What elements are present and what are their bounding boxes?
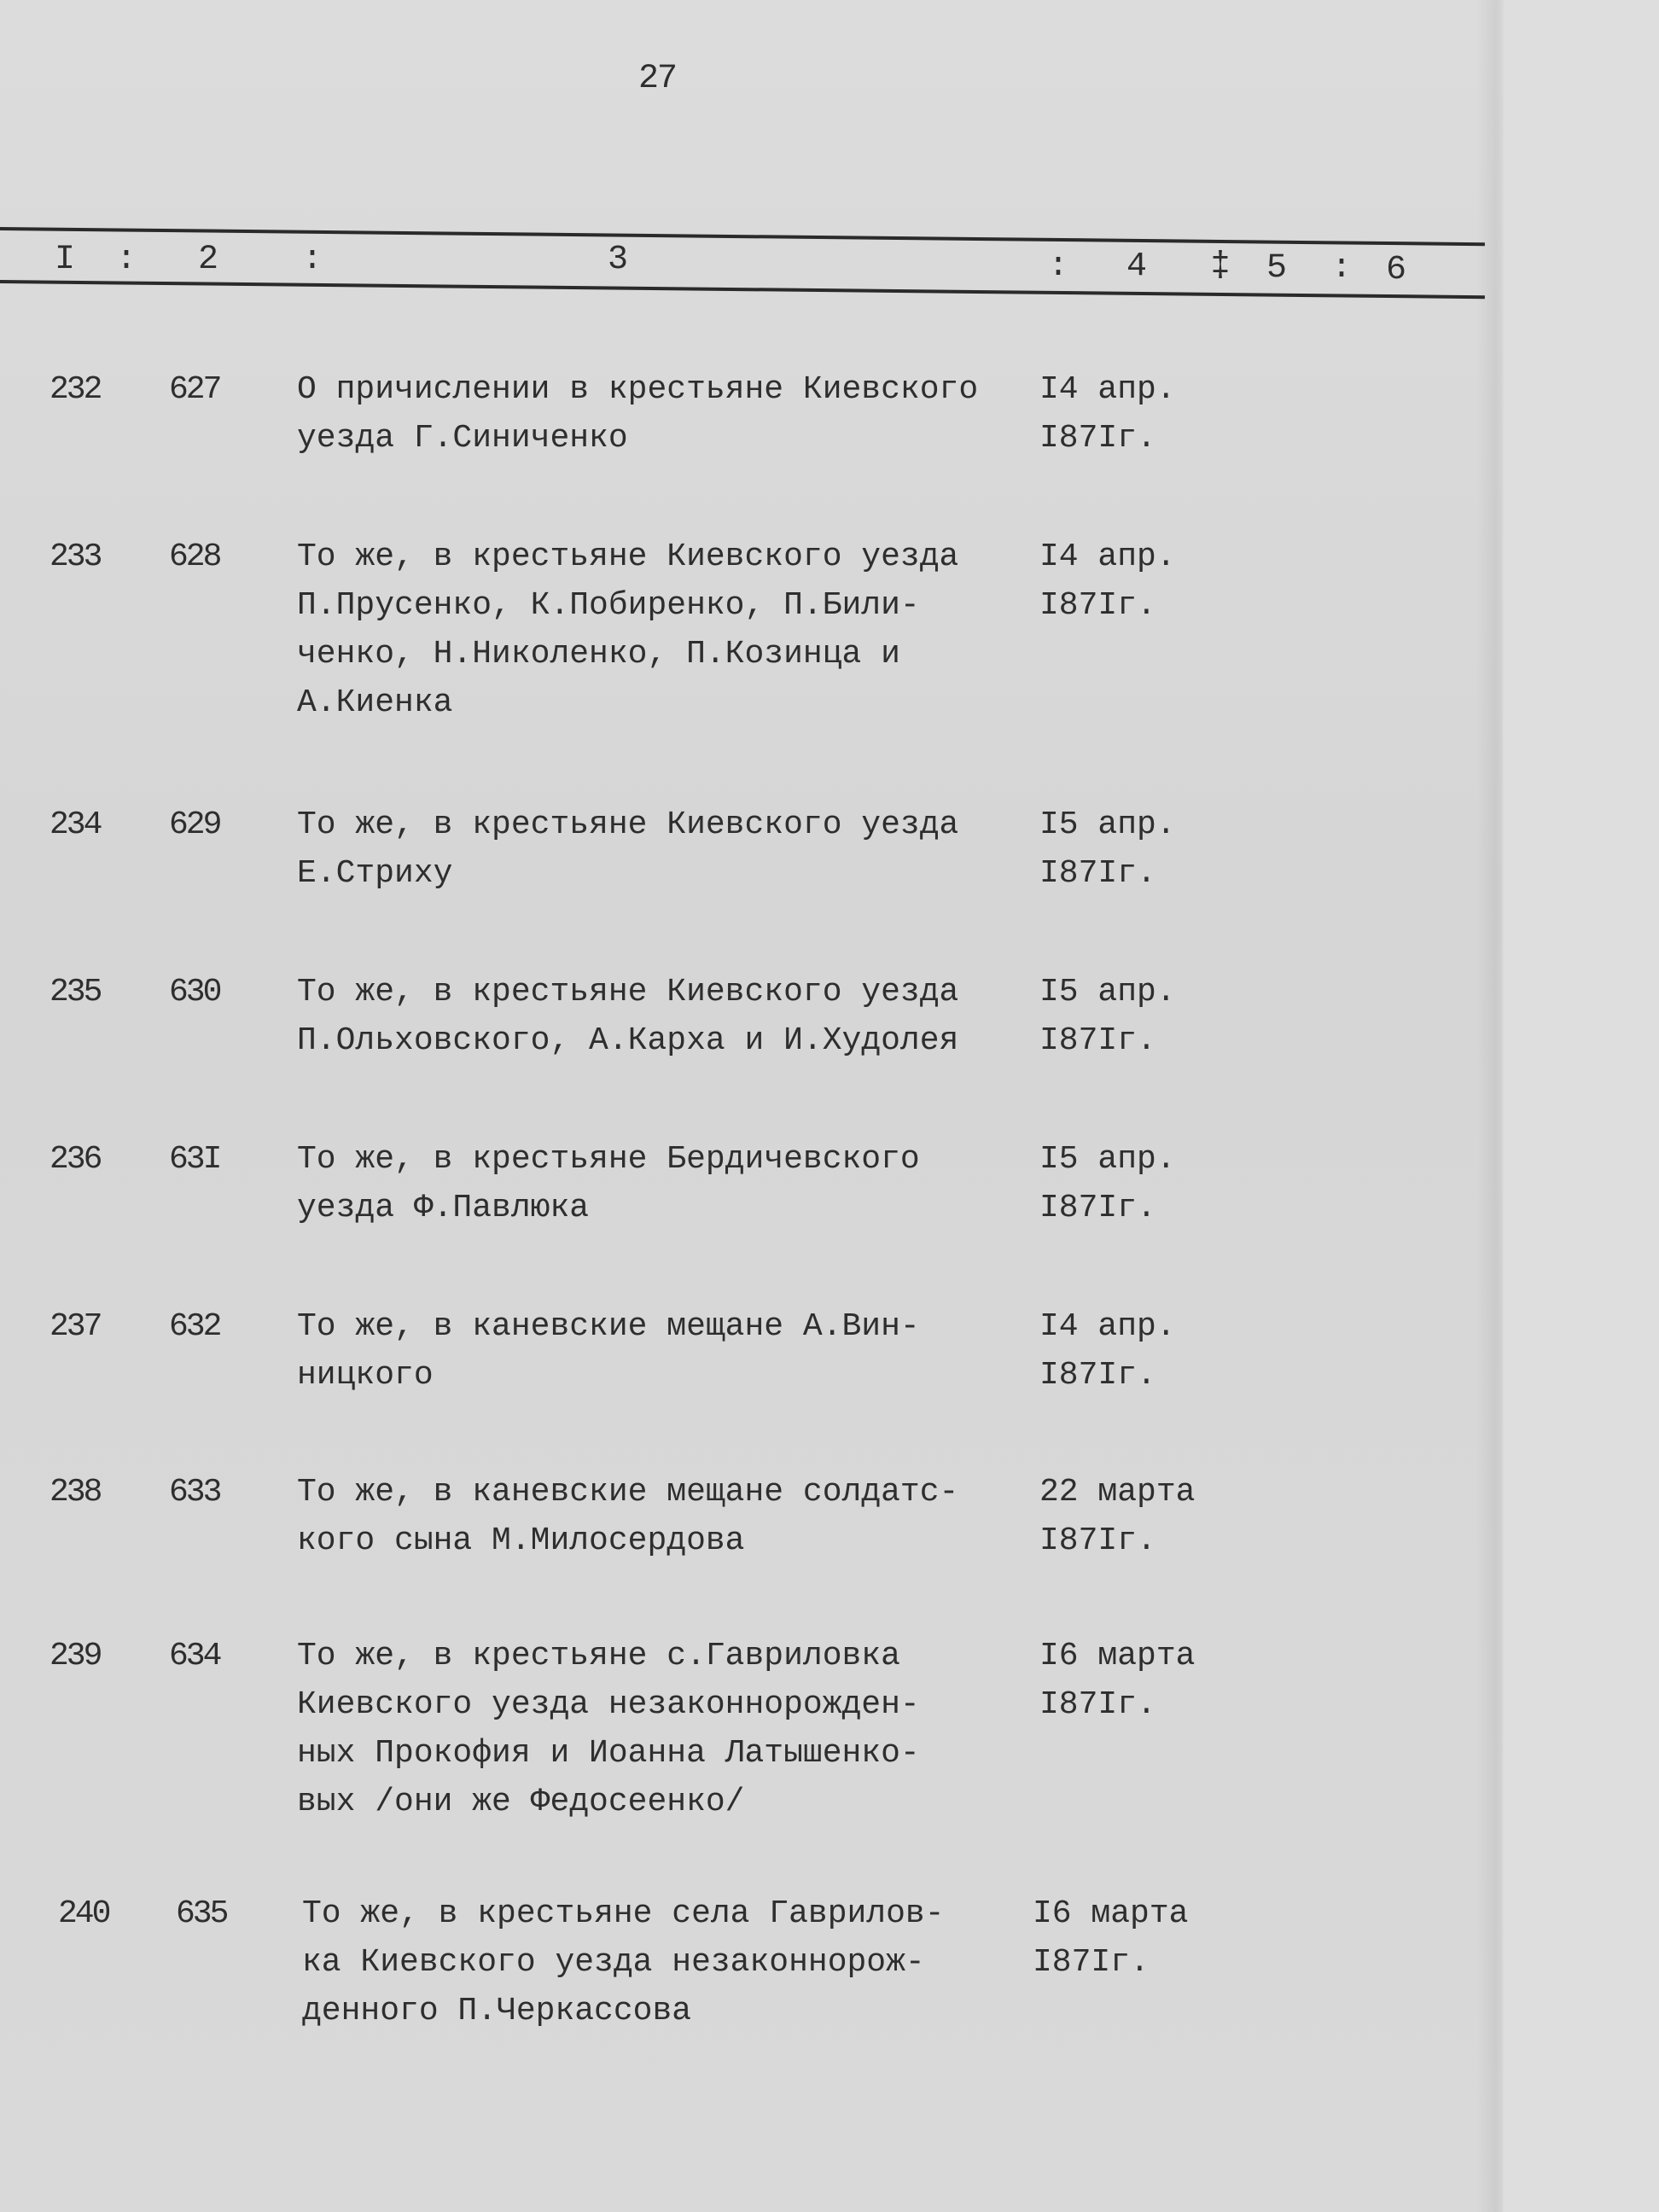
case-description: То же, в крестьяне Киевского уезда П.Прусенко, К.Побиренко, П.Били- ченко, Н.Николенко, П.Козинца и А.Киенка — [297, 538, 959, 721]
case-date: I5 апр. I87Iг. — [1039, 806, 1176, 892]
case-description: То же, в крестьяне Бердичевского уезда Ф.Павлюка — [297, 1141, 920, 1226]
case-number: 629 — [169, 806, 220, 843]
column-separator: ‡ — [1210, 247, 1231, 286]
case-date: 22 марта I87Iг. — [1039, 1474, 1196, 1559]
case-date: I6 марта I87Iг. — [1033, 1895, 1189, 1981]
column-header-5: 5 — [1266, 249, 1288, 288]
case-number: 633 — [169, 1474, 220, 1511]
row-number: 235 — [49, 974, 101, 1010]
page-edge-shadow — [1476, 0, 1504, 2212]
case-description: О причислении в крестьяне Киевского уезда Г.Синиченко — [297, 371, 979, 457]
column-separator: : — [1331, 249, 1353, 288]
page-number: 27 — [638, 60, 677, 98]
column-separator: : — [116, 241, 137, 279]
case-number: 635 — [176, 1895, 227, 1932]
case-date: I6 марта I87Iг. — [1039, 1638, 1196, 1723]
case-date: I5 апр. I87Iг. — [1039, 1141, 1176, 1226]
case-date: I5 апр. I87Iг. — [1039, 974, 1176, 1059]
column-header-row — [0, 241, 1485, 289]
case-date: I4 апр. I87Iг. — [1039, 1308, 1176, 1394]
row-number: 238 — [49, 1474, 101, 1511]
column-header-1: I — [55, 241, 76, 279]
case-description: То же, в крестьяне Киевского уезда П.Ольховского, А.Карха и И.Худолея — [297, 974, 959, 1059]
case-number: 63I — [169, 1141, 220, 1178]
case-description: То же, в крестьяне Киевского уезда Е.Стриху — [297, 806, 959, 892]
column-header-2: 2 — [198, 241, 219, 279]
case-number: 634 — [169, 1638, 220, 1674]
column-header-4: 4 — [1126, 247, 1148, 286]
column-separator: : — [1048, 247, 1069, 286]
row-number: 239 — [49, 1638, 101, 1674]
case-number: 628 — [169, 538, 220, 575]
case-number: 630 — [169, 974, 220, 1010]
row-number: 236 — [49, 1141, 101, 1178]
row-number: 233 — [49, 538, 101, 575]
case-number: 632 — [169, 1308, 220, 1345]
row-number: 232 — [49, 371, 101, 408]
case-description: То же, в крестьяне села Гаврилов- ка Киевского уезда незаконнорож- денного П.Черкассова — [302, 1895, 945, 2029]
case-number: 627 — [169, 371, 220, 408]
header-rule-bottom — [0, 280, 1485, 299]
column-header-3: 3 — [608, 241, 629, 279]
column-header-6: 6 — [1386, 251, 1407, 289]
row-number: 240 — [58, 1895, 109, 1932]
case-description: То же, в каневские мещане А.Вин- ницкого — [297, 1308, 920, 1394]
case-date: I4 апр. I87Iг. — [1039, 538, 1176, 624]
row-number: 237 — [49, 1308, 101, 1345]
column-separator: : — [302, 241, 323, 279]
case-description: То же, в каневские мещане солдатс- кого сына М.Милосердова — [297, 1474, 959, 1559]
backing-sheet — [1502, 0, 1659, 2212]
case-date: I4 апр. I87Iг. — [1039, 371, 1176, 457]
case-description: То же, в крестьяне с.Гавриловка Киевского уезда незаконнорожден- ных Прокофия и Иоанна Латышенко- вых /они же Федосеенко/ — [297, 1638, 920, 1820]
row-number: 234 — [49, 806, 101, 843]
